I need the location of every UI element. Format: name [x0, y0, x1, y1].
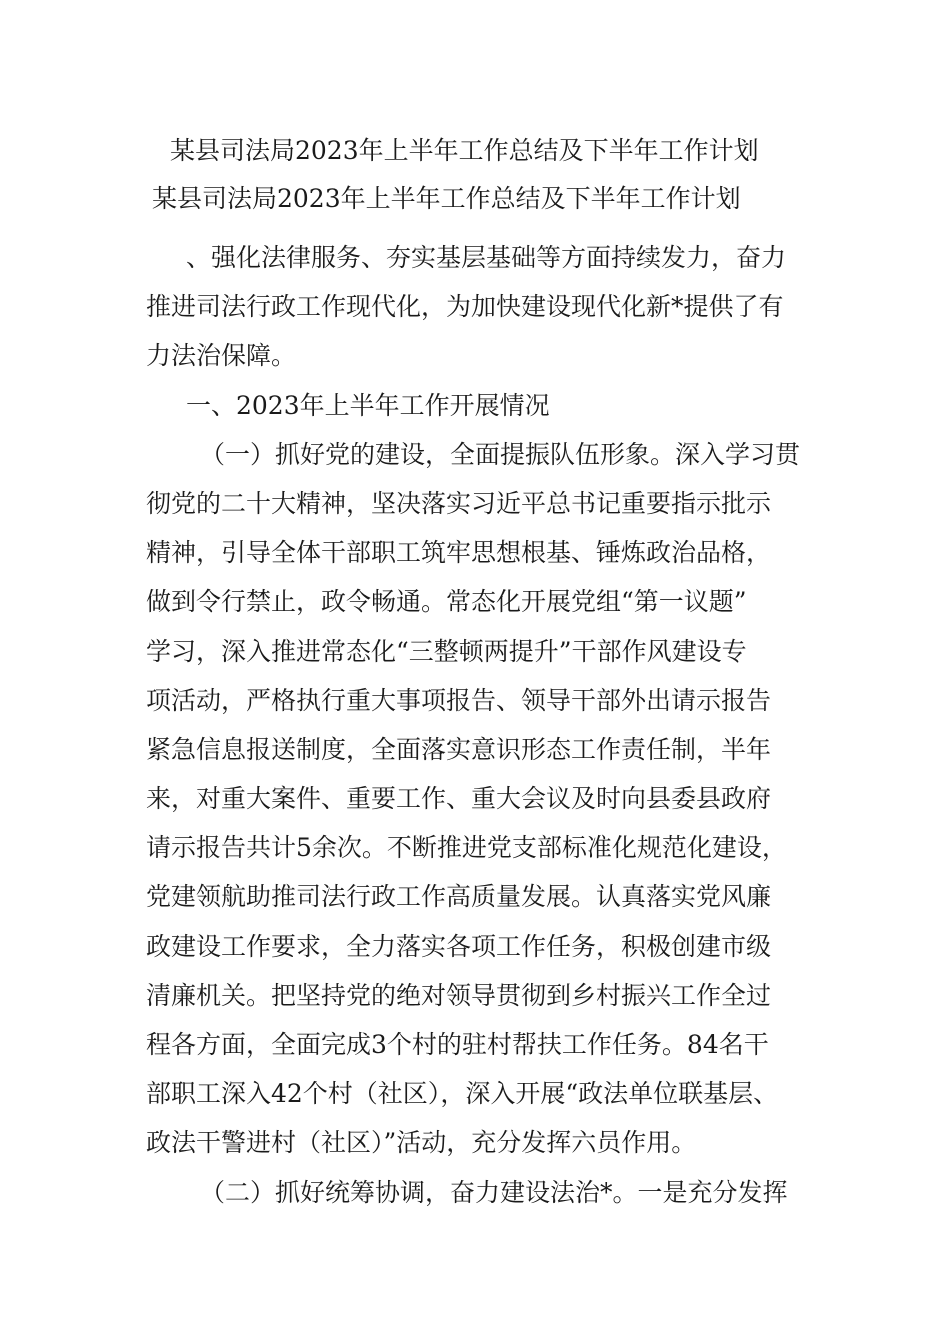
body-line: 推进司法行政工作现代化，为加快建设现代化新*提供了有 — [146, 292, 784, 322]
body-line: 程各方面，全面完成3个村的驻村帮扶工作任务。84名干 — [146, 1030, 769, 1059]
body-line: 来，对重大案件、重要工作、重大会议及时向县委县政府 — [146, 784, 772, 814]
body-line: 精神，引导全体干部职工筑牢思想根基、锤炼政治品格， — [146, 538, 772, 568]
body-line: （一）抓好党的建设，全面提振队伍形象。深入学习贯 — [200, 439, 801, 469]
body-line: 学习，深入推进常态化“三整顿两提升”干部作风建设专 — [146, 636, 747, 666]
body-line: 力法治保障。 — [146, 341, 297, 371]
body-line: 部职工深入42个村（社区），深入开展“政法单位联基层、 — [146, 1079, 779, 1109]
section-heading: 一、2023年上半年工作开展情况 — [186, 390, 550, 420]
document-body — [146, 233, 826, 1217]
body-line: 项活动，严格执行重大事项报告、领导干部外出请示报告 — [146, 685, 772, 715]
body-line: 、强化法律服务、夯实基层基础等方面持续发力，奋力 — [186, 243, 787, 272]
body-line: 党建领航助推司法行政工作高质量发展。认真落实党风廉 — [146, 882, 772, 912]
body-line: 请示报告共计5余次。不断推进党支部标准化规范化建设， — [146, 833, 787, 863]
document-subtitle: 某县司法局2023年上半年工作总结及下半年工作计划 — [152, 184, 741, 213]
body-line: （二）抓好统筹协调，奋力建设法治*。一是充分发挥 — [200, 1177, 788, 1207]
body-line: 彻党的二十大精神，坚决落实习近平总书记重要指示批示 — [146, 488, 772, 518]
body-line: 做到令行禁止，政令畅通。常态化开展党组“第一议题” — [146, 587, 747, 617]
body-line: 政建设工作要求，全力落实各项工作任务，积极创建市级 — [146, 931, 772, 961]
body-line: 政法干警进村（社区）”活动，充分发挥六员作用。 — [146, 1128, 697, 1158]
document-title: 某县司法局2023年上半年工作总结及下半年工作计划 — [170, 136, 759, 165]
body-line: 清廉机关。把坚持党的绝对领导贯彻到乡村振兴工作全过 — [146, 980, 772, 1010]
body-line: 紧急信息报送制度，全面落实意识形态工作责任制，半年 — [146, 734, 772, 764]
